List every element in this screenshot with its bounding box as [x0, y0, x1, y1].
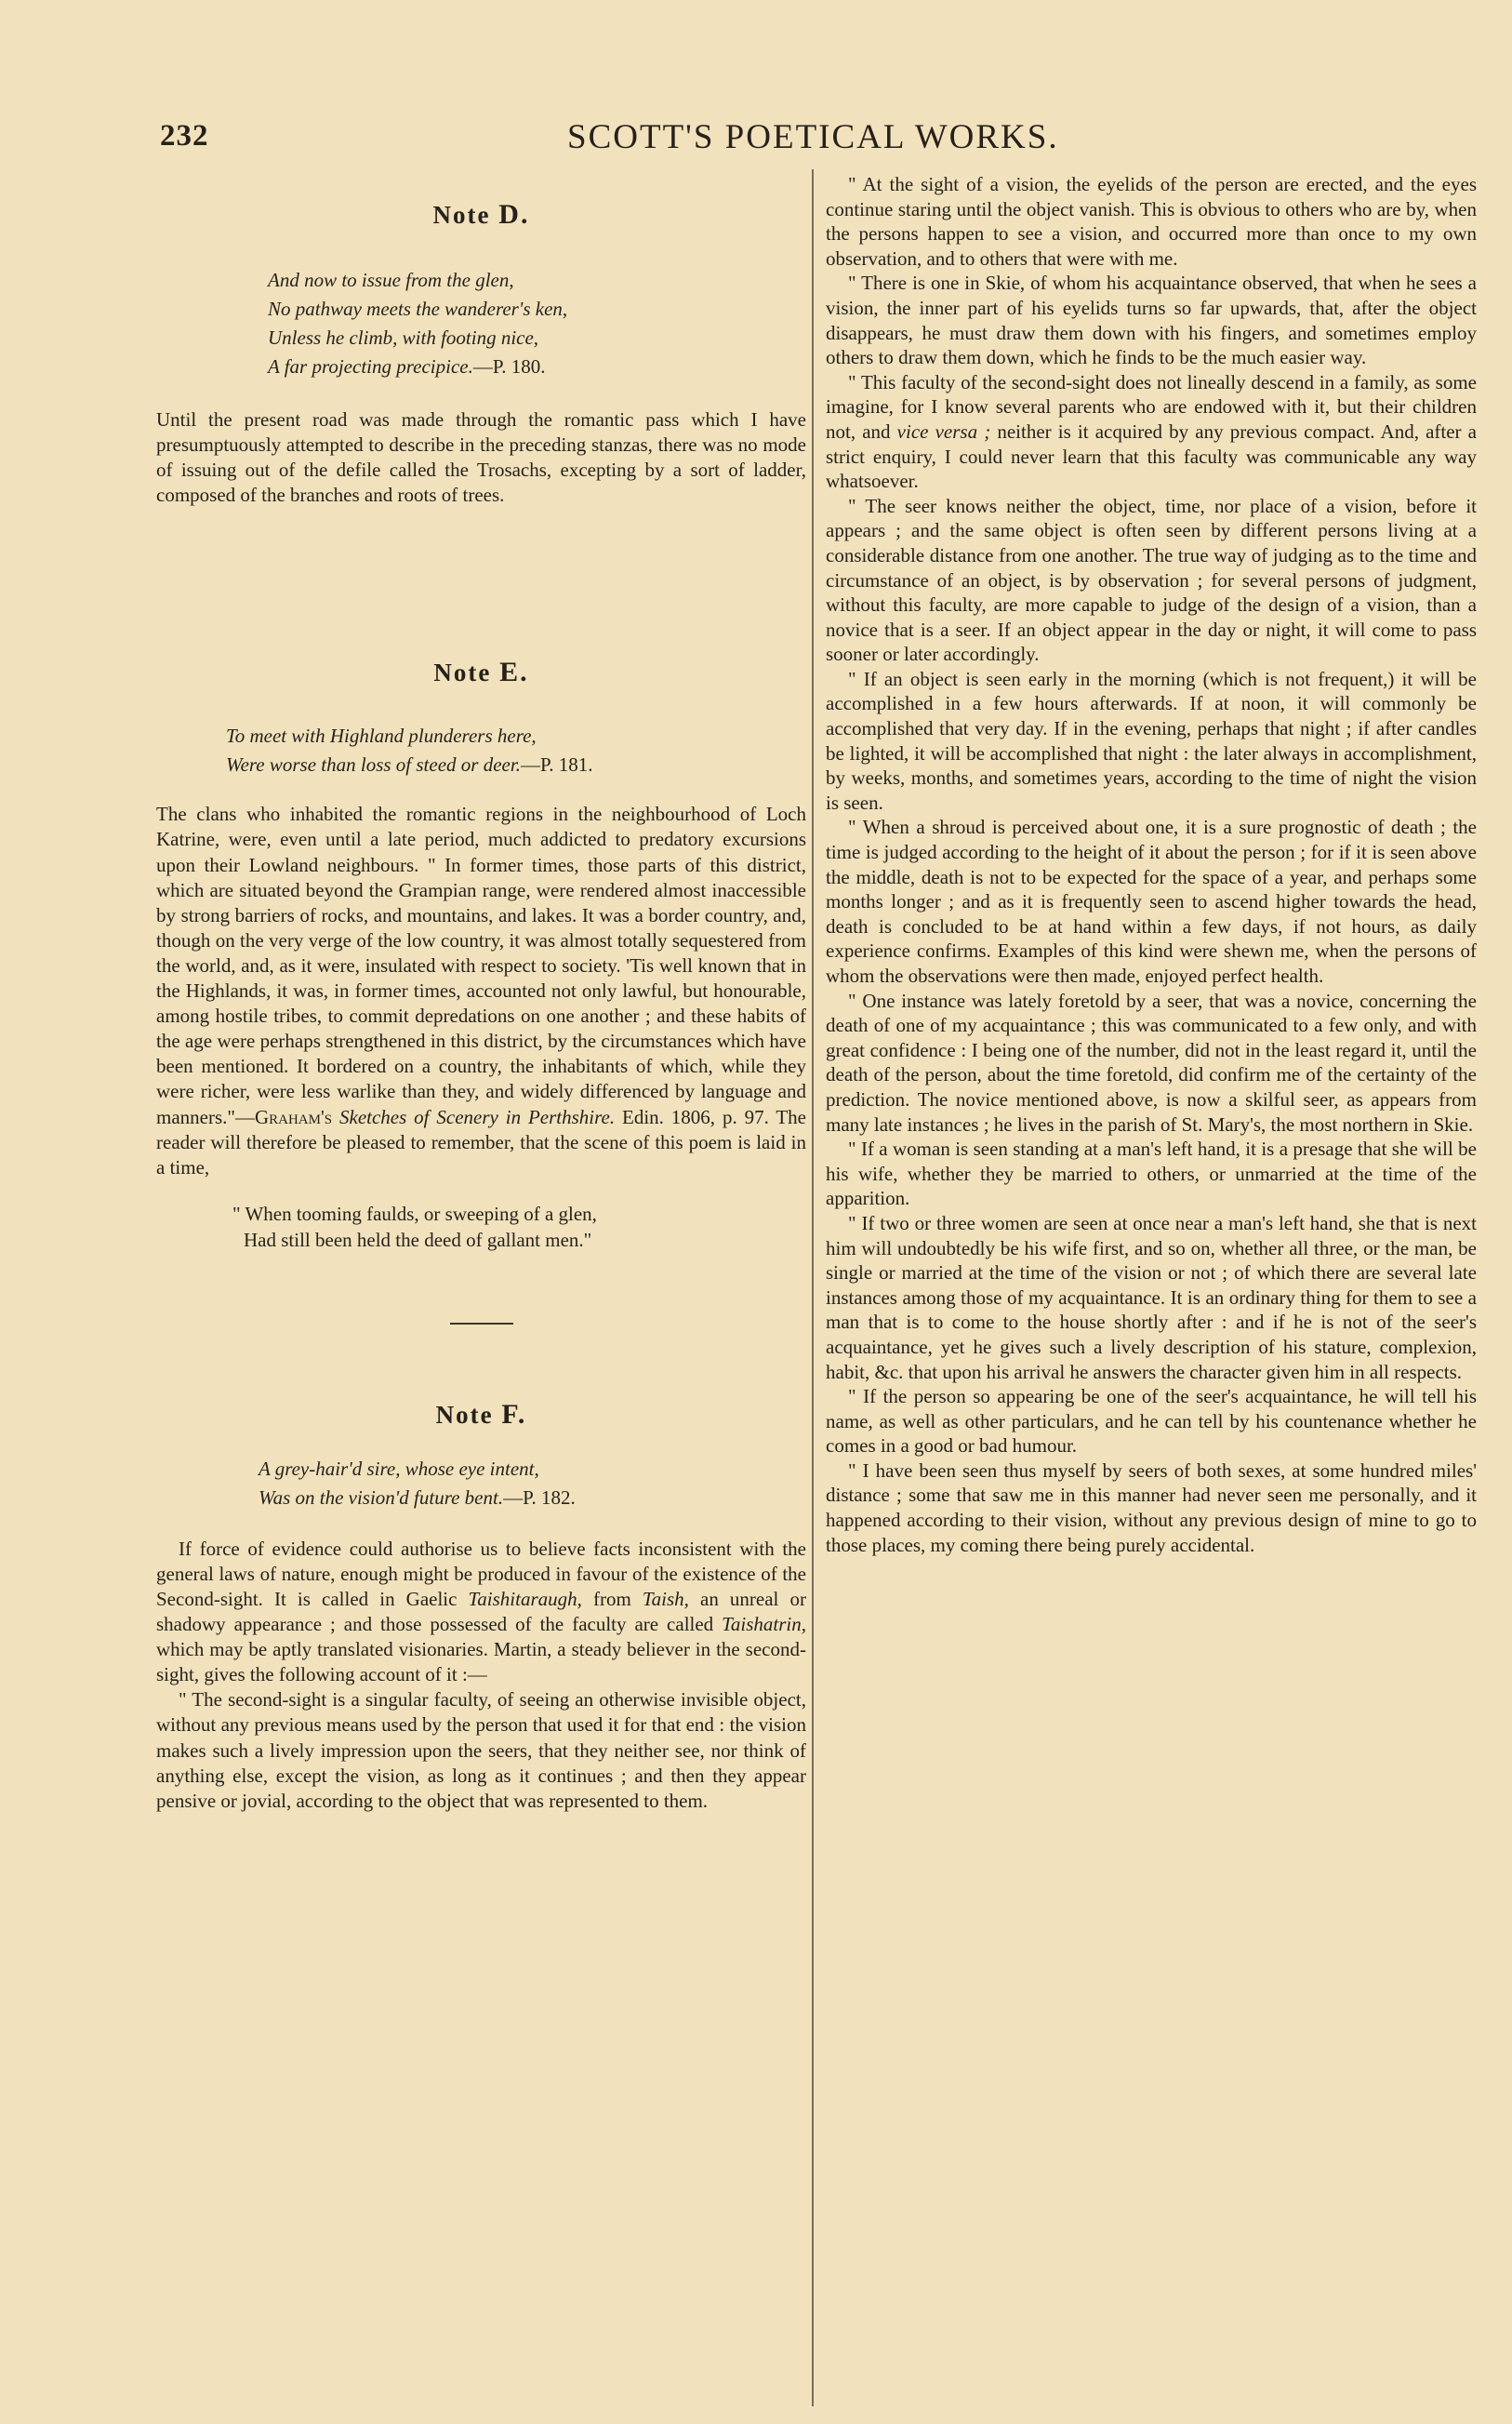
note-f-verse — [156, 1455, 806, 1512]
paragraph: " There is one in Skie, of whom his acquaintance observed, that when he sees a vision, the inner part of his eyelids turns so far upwards, that, after the object disappears, he must draw them down with his fingers, and sometimes employ others to draw them down, which he finds to be the much easier way. — [826, 272, 1477, 369]
note-e-body-text: Edin. 1806, p. 97. The reader will therefore be pleased to remember, that the scene of this poem is laid in a time, — [156, 1105, 806, 1179]
paragraph: " One instance was lately foretold by a seer, that was a novice, concerning the death of one of my acquaintance ; this was communicated to a few only, and with great confidence : I being one of the number, did not in the least regard it, until the death of the person, about the time foretold, did confirm me of the certainty of the prediction. The novice mentioned above, is now a skilful seer, as appears from many late instances ; he lives in the parish of St. Mary's, the most northern in Skie. — [826, 989, 1477, 1136]
note-e-heading-word: Note — [433, 659, 492, 687]
note-d-verse — [156, 266, 806, 381]
paragraph: " If two or three women are seen at once near a man's left hand, she that is next him will undoubtedly be his wife first, and so on, whether all three, or the man, be single or married at the time of the vision or not ; of which there are several late instances among those of my acquaintance. It is an ordinary thing for them to see a man that is to come to the house shortly after : and if he is not of the seer's acquaintance, yet he gives such a lively description of his stature, complexion, habit, &c. that upon his arrival he answers the character given him in all respects. — [826, 1211, 1477, 1383]
note-e-heading — [156, 657, 806, 688]
note-e-quote — [156, 1201, 806, 1253]
gaelic-term: Taishatrin, — [722, 1613, 806, 1636]
right-column — [826, 172, 1477, 1557]
paragraph: " If the person so appearing be one of the seer's acquaintance, he will tell his name, as well as other particulars, and he can tell by his countenance whether he comes in a good or bad humour. — [826, 1385, 1477, 1458]
note-e-verse — [156, 722, 806, 779]
verse-line: Unless he climb, with footing nice, — [268, 326, 539, 349]
note-d-heading-num: D. — [498, 199, 530, 230]
column-rule — [812, 169, 814, 2406]
verse-line — [259, 1484, 806, 1512]
running-head — [160, 119, 1480, 166]
note-f-text: which may be aptly translated visionaries. Martin, a steady believer in the second-sight, gives the following account of it :— — [156, 1638, 806, 1686]
verse-line: To meet with Highland plunderers here, — [226, 725, 537, 748]
gaelic-term: Taish, — [642, 1587, 689, 1610]
note-e-author: Graham's — [254, 1105, 333, 1128]
note-f-quote-paragraph: " The second-sight is a singular faculty, of seeing an otherwise invisible object, without any previous means used by the person that used it for that end : the vision makes such a lively impression upon the seers, that they neither see, nor think of anything else, except the vision, as long as it continues ; and then they appear pensive or jovial, according to the object that was represented to them. — [156, 1688, 806, 1812]
quote-line: Had still been held the deed of gallant men." — [244, 1228, 592, 1251]
note-f-heading-num: F. — [501, 1398, 527, 1430]
verse-line-text: A far projecting precipice. — [268, 355, 473, 378]
verse-line — [268, 353, 806, 381]
note-f-heading — [156, 1399, 806, 1431]
verse-line: And now to issue from the glen, — [268, 269, 514, 291]
verse-line-text: Was on the vision'd future bent. — [259, 1485, 504, 1509]
note-f-heading-word: Note — [435, 1400, 494, 1429]
paragraph-text: " This faculty of the second-sight does not lineally descend in a family, as some imagine, for I know several parents who are endowed with it, but their children not, and — [826, 370, 1477, 443]
note-f-text: an unreal or shadowy appearance ; and those possessed of the faculty are called — [156, 1587, 806, 1636]
note-e-body — [156, 802, 806, 1179]
paragraph: " If a woman is seen standing at a man's left hand, it is a presage that she will be his wife, whether they be married to others, or unmarried at the time of the apparition. — [826, 1138, 1477, 1210]
paragraph: " If an object is seen early in the morning (which is not frequent,) it will be accomplished in a few hours afterwards. If at noon, it will commonly be accomplished that very day. If in the evening, perhaps that night ; if after candles be lighted, it will be accomplished that night : the later always in accomplishment, by weeks, months, and sometimes years, according to the time of night the vision is seen. — [826, 667, 1477, 814]
verse-line: No pathway meets the wanderer's ken, — [268, 298, 568, 320]
verse-line-text: Were worse than loss of steed or deer. — [226, 753, 521, 777]
paragraph-text: neither is it acquired by any previous compact. And, after a strict enquiry, I could never learn that this faculty was communicable any way whatsoever. — [826, 420, 1477, 493]
page-number: 232 — [160, 119, 209, 153]
left-column — [156, 199, 806, 1814]
note-f-text: If force of evidence could authorise us to believe facts inconsistent with the general laws of nature, enough might be produced in favour of the existence of the Second-sight. It is called in Gaelic — [156, 1537, 806, 1610]
note-e-body-text: The clans who inhabited the romantic regions in the neighbourhood of Loch Katrine, were, even until a late period, much addicted to predatory excursions upon their Lowland neighbours. " In former times, those parts of this district, which are situated beyond the Grampian range, were rendered almost inaccessible by strong barriers of rocks, and mountains, and lakes. It was a border country, and, though on the very verge of the low country, it was almost totally sequestered from the world, and, as it were, insulated with respect to society. 'Tis well known that in the Highlands, it was, in former times, accounted not only lawful, but honourable, among hostile tribes, to commit depredations on one another ; and these habits of the age were perhaps strengthened in this district, by the circumstances which have been mentioned. It bordered on a country, the inhabitants of which, while they were richer, were less warlike than they, and widely differenced by language and manners."— — [156, 803, 806, 1128]
quote-line: " When tooming faulds, or sweeping of a glen, — [232, 1202, 597, 1225]
note-f-body — [156, 1537, 806, 1688]
paragraph: " At the sight of a vision, the eyelids of the person are erected, and the eyes continue staring until the object vanish. This is obvious to others who are by, when the persons happen to see a vision, and occurred more than once to my own observation, and to others that were with me. — [826, 173, 1477, 270]
note-d-body: Until the present road was made through the romantic pass which I have presumptuously attempted to describe in the preceding stanzas, there was no mode of issuing out of the defile called the Trosachs, excepting by a sort of ladder, composed of the branches and roots of trees. — [156, 408, 806, 507]
gaelic-term: Taishitaraugh, — [468, 1587, 582, 1610]
verse-reference: —P. 181. — [520, 753, 593, 777]
note-f-text: from — [581, 1587, 643, 1610]
verse-line: A grey-hair'd sire, whose eye intent, — [259, 1457, 539, 1480]
note-e-heading-num: E. — [499, 657, 529, 688]
running-title: SCOTT'S POETICAL WORKS. — [567, 118, 1059, 156]
verse-line — [226, 751, 806, 779]
note-d-heading — [156, 199, 806, 231]
latin-phrase: vice versa ; — [896, 420, 991, 443]
verse-reference: —P. 180. — [472, 355, 546, 378]
paragraph — [826, 370, 1477, 494]
paragraph: " When a shroud is perceived about one, it is a sure prognostic of death ; the time is judged according to the height of it about the person ; for if it is seen above the middle, death is not to be expected for the space of a year, and perhaps some months longer ; and as it is frequently seen to ascend higher towards the head, death is concluded to be at hand within a few days, if not hours, as daily experience confirms. Examples of this kind were shewn me, when the persons of whom the observations were then made, enjoyed perfect health. — [826, 816, 1477, 987]
verse-reference: —P. 182. — [503, 1485, 576, 1509]
paragraph: " I have been seen thus myself by seers of both sexes, at some hundred miles' distance ; some that saw me in this manner had never seen me personally, and it happened according to their vision, without any previous design of mine to go to those places, my coming there being purely accidental. — [826, 1458, 1477, 1556]
paragraph: " The seer knows neither the object, time, nor place of a vision, before it appears ; and the same object is often seen by different persons living at a considerable distance from one another. The true way of judging as to the time and circumstance of an object, is by observation ; for several persons of judgment, without this faculty, are more capable to judge of the design of a vision, than a novice that is a seer. If an object appear in the day or night, it will come to pass sooner or later accordingly. — [826, 494, 1477, 666]
note-d-heading-word: Note — [432, 201, 491, 229]
note-e-book-title: Sketches of Scenery in Perthshire. — [339, 1105, 616, 1128]
